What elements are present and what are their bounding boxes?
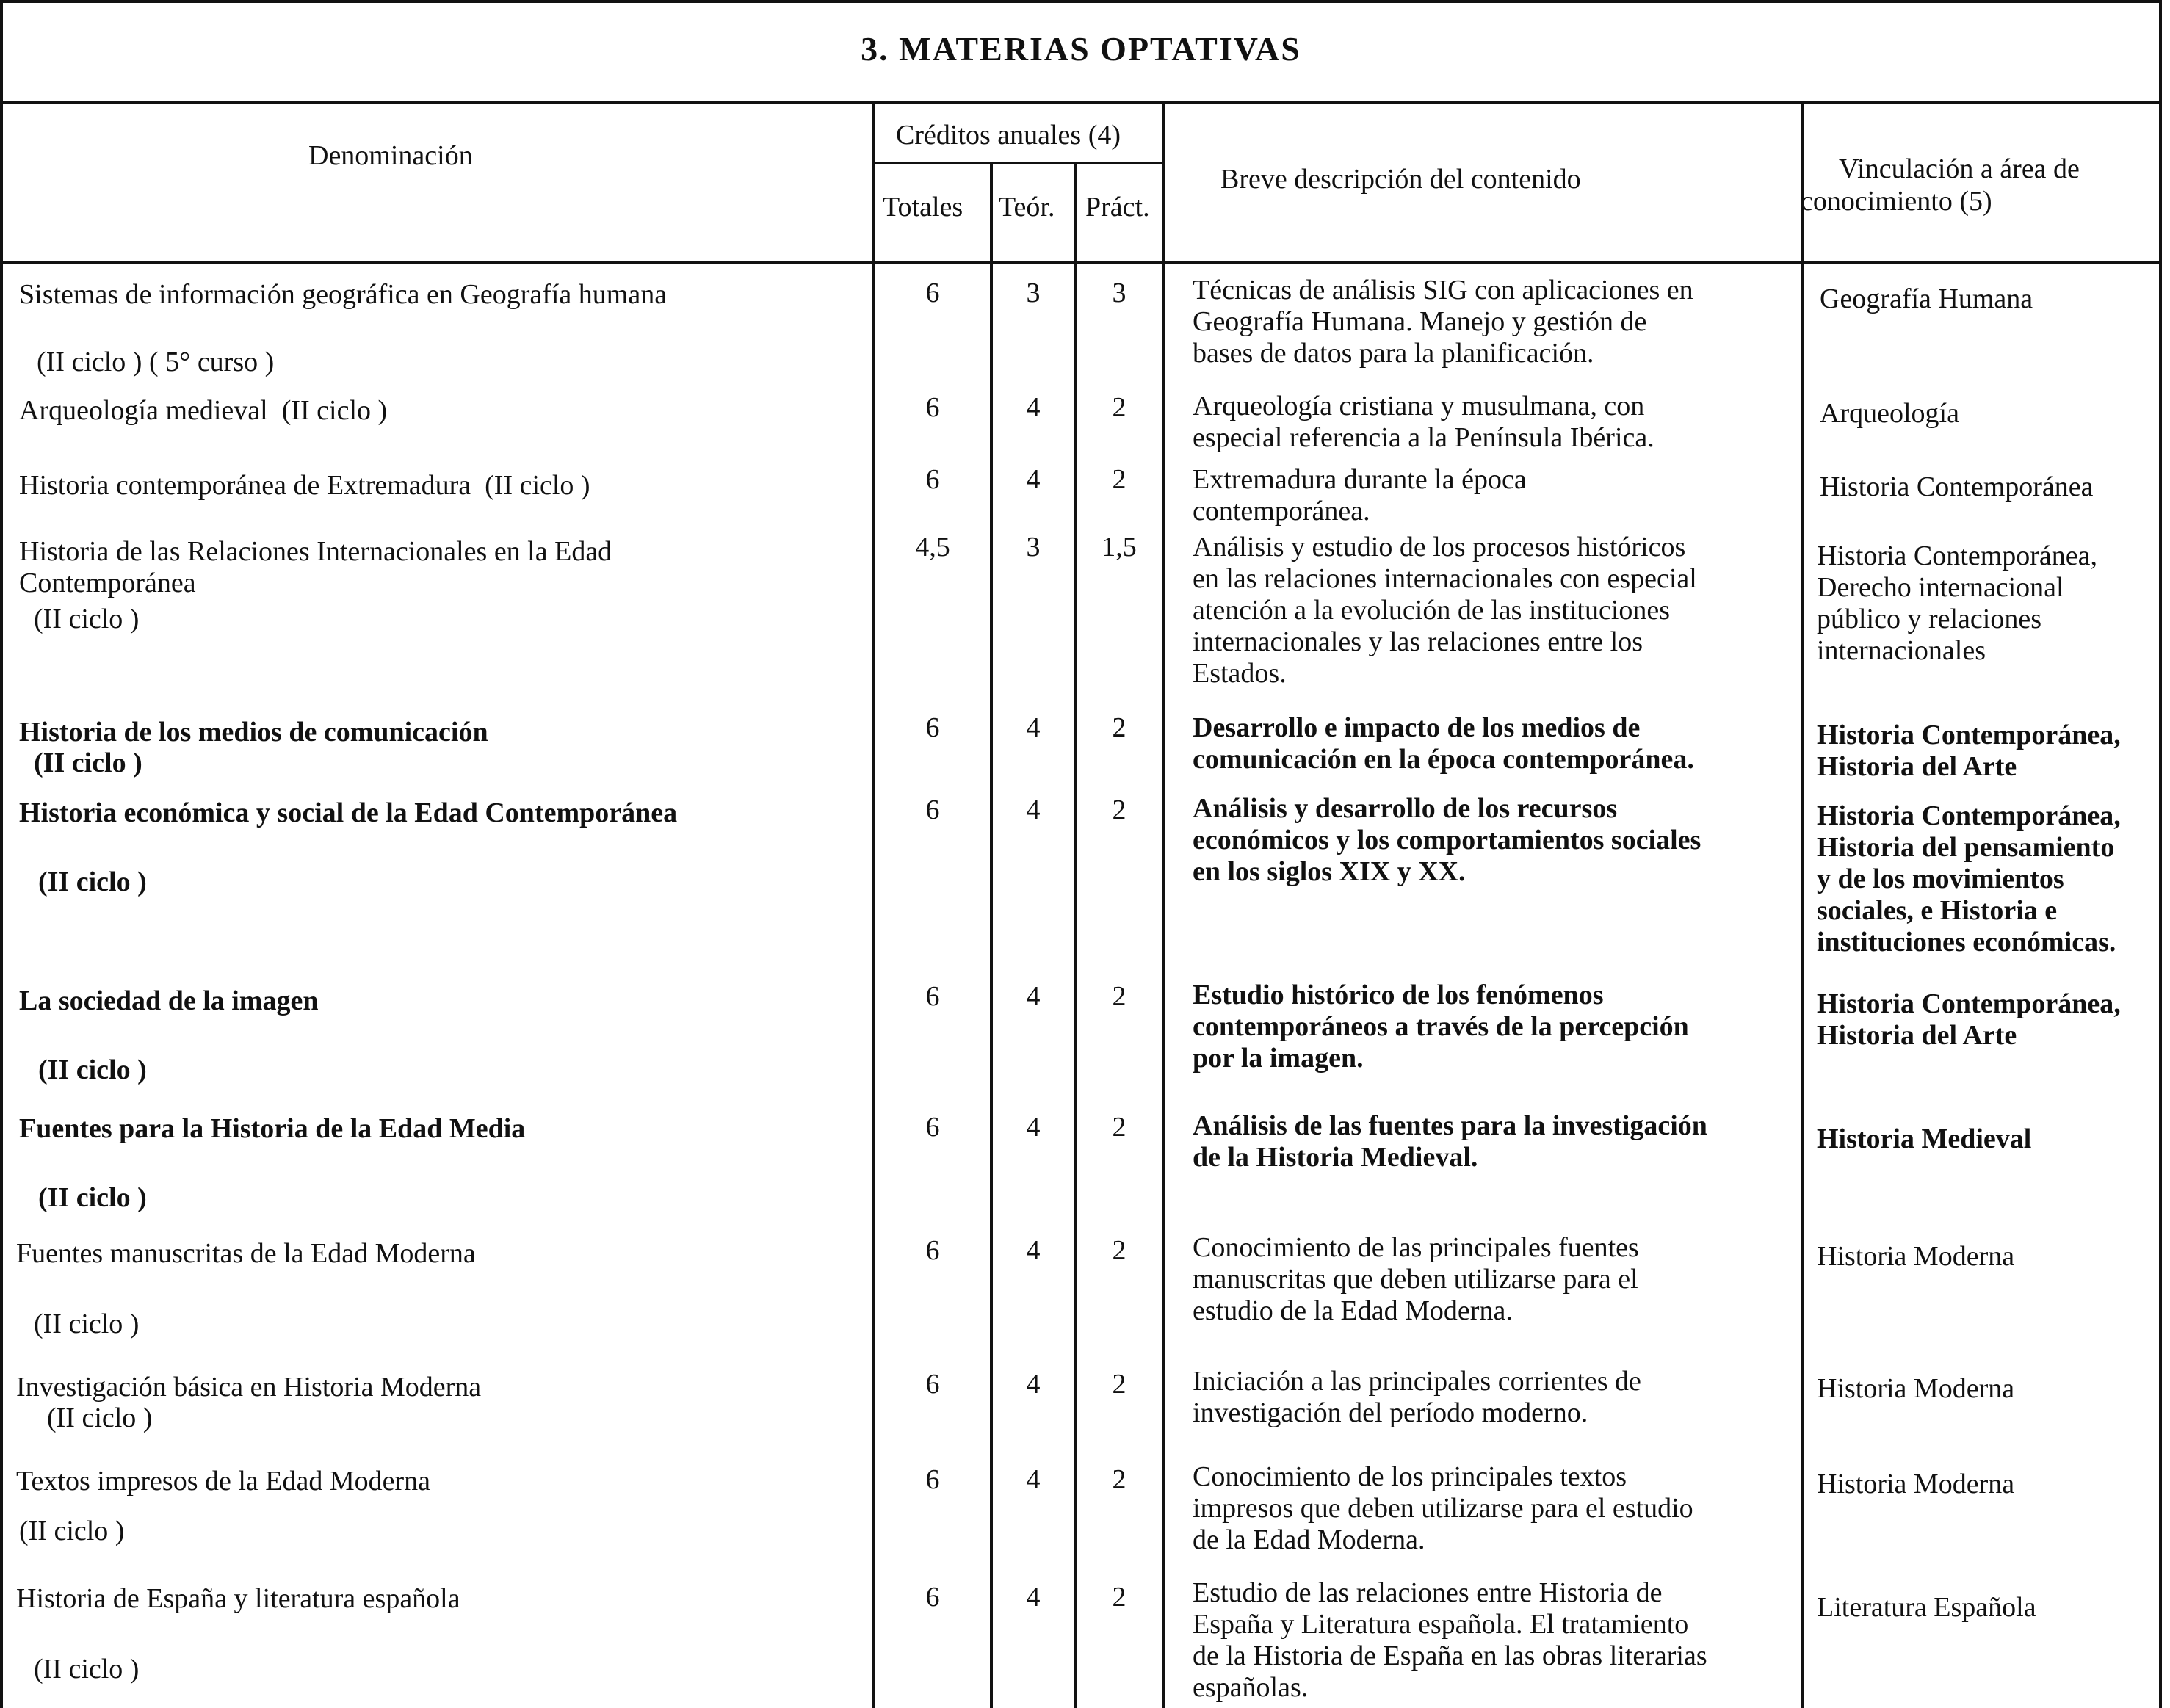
- row-10-name: Investigación básica en Historia Moderna: [16, 1372, 482, 1403]
- row-4-area: Historia Contemporánea, Derecho internacional público y relaciones internacionales: [1817, 540, 2098, 666]
- row-11-totales: 6: [925, 1464, 940, 1495]
- row-12-teor: 4: [1026, 1582, 1041, 1613]
- row-2-desc: Arqueología cristiana y musulmana, con especial referencia a la Península Ibérica.: [1193, 391, 1654, 453]
- row-1-teor: 3: [1026, 278, 1041, 308]
- row-9-pract: 2: [1112, 1235, 1126, 1266]
- row-2-teor: 4: [1026, 392, 1041, 423]
- row-3-pract: 2: [1112, 464, 1126, 495]
- row-3-name: Historia contemporánea de Extremadura (II ciclo ): [19, 470, 590, 501]
- row-4-teor: 3: [1026, 532, 1041, 562]
- header-denominacion: Denominación: [308, 140, 473, 171]
- header-totales: Totales: [883, 192, 963, 222]
- title-divider: [0, 101, 2162, 104]
- col-divider-5: [1801, 101, 1804, 1708]
- row-7-totales: 6: [925, 981, 940, 1012]
- row-5-area: Historia Contemporánea, Historia del Arte: [1817, 720, 2121, 782]
- row-8-desc: Análisis de las fuentes para la investigación de la Historia Medieval.: [1193, 1110, 1707, 1173]
- row-9-cycle: (II ciclo ): [34, 1309, 140, 1339]
- col-divider-4: [1162, 101, 1165, 1708]
- header-vinculacion-line2: conocimiento (5): [1801, 186, 1992, 217]
- row-3-desc: Extremadura durante la época contemporánea.: [1193, 464, 1527, 526]
- row-6-name: Historia económica y social de la Edad Contemporánea: [19, 797, 678, 828]
- row-11-cycle: (II ciclo ): [19, 1516, 125, 1546]
- row-9-totales: 6: [925, 1235, 940, 1266]
- row-1-area: Geografía Humana: [1820, 283, 2033, 314]
- row-12-pract: 2: [1112, 1582, 1126, 1613]
- row-10-pract: 2: [1112, 1369, 1126, 1400]
- row-10-desc: Iniciación a las principales corrientes de investigación del período moderno.: [1193, 1366, 1641, 1428]
- row-2-name: Arqueología medieval (II ciclo ): [19, 395, 388, 426]
- row-8-pract: 2: [1112, 1112, 1126, 1143]
- row-6-area: Historia Contemporánea, Historia del pensamiento y de los movimientos sociales, e Historia e instituciones económicas.: [1817, 800, 2121, 958]
- row-2-area: Arqueología: [1820, 398, 1959, 429]
- row-8-teor: 4: [1026, 1112, 1041, 1143]
- row-7-desc: Estudio histórico de los fenómenos contemporáneos a través de la percepción por la imagen.: [1193, 980, 1689, 1074]
- row-5-pract: 2: [1112, 712, 1126, 743]
- row-1-totales: 6: [925, 278, 940, 308]
- row-10-area: Historia Moderna: [1817, 1373, 2015, 1404]
- row-3-area: Historia Contemporánea: [1820, 471, 2094, 502]
- row-12-desc: Estudio de las relaciones entre Historia de España y Literatura española. El tratamiento de la Historia de España en las obras literarias españolas.: [1193, 1577, 1707, 1703]
- creditos-subdivider: [874, 162, 1163, 164]
- row-10-totales: 6: [925, 1369, 940, 1400]
- header-pract: Práct.: [1085, 192, 1150, 222]
- row-5-cycle: (II ciclo ): [34, 748, 142, 778]
- row-2-pract: 2: [1112, 392, 1126, 423]
- table-right-border: [2159, 0, 2162, 1708]
- row-10-cycle: (II ciclo ): [47, 1403, 153, 1433]
- row-8-totales: 6: [925, 1112, 940, 1143]
- row-6-teor: 4: [1026, 795, 1041, 825]
- row-8-cycle: (II ciclo ): [38, 1182, 147, 1213]
- row-12-area: Literatura Española: [1817, 1592, 2036, 1623]
- row-4-totales: 4,5: [915, 532, 950, 562]
- header-descripcion: Breve descripción del contenido: [1220, 164, 1581, 195]
- header-teor: Teór.: [999, 192, 1055, 222]
- row-11-pract: 2: [1112, 1464, 1126, 1495]
- row-4-pract: 1,5: [1102, 532, 1137, 562]
- row-11-teor: 4: [1026, 1464, 1041, 1495]
- row-7-cycle: (II ciclo ): [38, 1054, 147, 1085]
- row-10-teor: 4: [1026, 1369, 1041, 1400]
- row-7-name: La sociedad de la imagen: [19, 985, 319, 1016]
- row-5-totales: 6: [925, 712, 940, 743]
- row-9-desc: Conocimiento de las principales fuentes manuscritas que deben utilizarse para el estudio de la Edad Moderna.: [1193, 1232, 1639, 1326]
- row-8-area: Historia Medieval: [1817, 1123, 2032, 1154]
- table-top-border: [0, 0, 2162, 3]
- row-12-totales: 6: [925, 1582, 940, 1613]
- row-12-cycle: (II ciclo ): [34, 1654, 140, 1685]
- row-9-name: Fuentes manuscritas de la Edad Moderna: [16, 1238, 476, 1269]
- row-4-desc: Análisis y estudio de los procesos históricos en las relaciones internacionales con especial atención a la evolución de las instituciones internacionales y las relaciones entre los Estados.: [1193, 532, 1697, 689]
- row-1-desc: Técnicas de análisis SIG con aplicaciones en Geografía Humana. Manejo y gestión de bases de datos para la planificación.: [1193, 275, 1693, 369]
- row-1-cycle: (II ciclo ) ( 5° curso ): [37, 347, 275, 377]
- row-6-totales: 6: [925, 795, 940, 825]
- row-5-name: Historia de los medios de comunicación: [19, 717, 488, 748]
- row-2-totales: 6: [925, 392, 940, 423]
- row-12-name: Historia de España y literatura española: [16, 1583, 460, 1614]
- row-3-teor: 4: [1026, 464, 1041, 495]
- row-5-teor: 4: [1026, 712, 1041, 743]
- row-9-area: Historia Moderna: [1817, 1241, 2015, 1272]
- row-1-name: Sistemas de información geográfica en Geografía humana: [19, 279, 668, 310]
- row-6-desc: Análisis y desarrollo de los recursos económicos y los comportamientos sociales en los siglos XIX y XX.: [1193, 793, 1701, 887]
- row-1-pract: 3: [1112, 278, 1126, 308]
- row-11-desc: Conocimiento de los principales textos impresos que deben utilizarse para el estudio de la Edad Moderna.: [1193, 1461, 1693, 1555]
- row-6-pract: 2: [1112, 795, 1126, 825]
- row-11-area: Historia Moderna: [1817, 1469, 2015, 1499]
- row-8-name: Fuentes para la Historia de la Edad Media: [19, 1113, 526, 1144]
- row-5-desc: Desarrollo e impacto de los medios de comunicación en la época contemporánea.: [1193, 712, 1694, 775]
- header-divider: [0, 261, 2162, 264]
- section-title: 3. MATERIAS OPTATIVAS: [861, 30, 1301, 68]
- row-4-name: Historia de las Relaciones Internacionales en la Edad Contemporánea: [19, 536, 612, 598]
- row-7-area: Historia Contemporánea, Historia del Arte: [1817, 988, 2121, 1051]
- table-left-border: [0, 0, 3, 1708]
- row-7-pract: 2: [1112, 981, 1126, 1012]
- header-creditos: Créditos anuales (4): [896, 120, 1121, 151]
- header-vinculacion-line1: Vinculación a área de: [1839, 153, 2080, 184]
- row-6-cycle: (II ciclo ): [38, 866, 147, 897]
- row-7-teor: 4: [1026, 981, 1041, 1012]
- row-4-cycle: (II ciclo ): [34, 604, 140, 634]
- row-3-totales: 6: [925, 464, 940, 495]
- row-11-name: Textos impresos de la Edad Moderna: [16, 1466, 431, 1497]
- row-9-teor: 4: [1026, 1235, 1041, 1266]
